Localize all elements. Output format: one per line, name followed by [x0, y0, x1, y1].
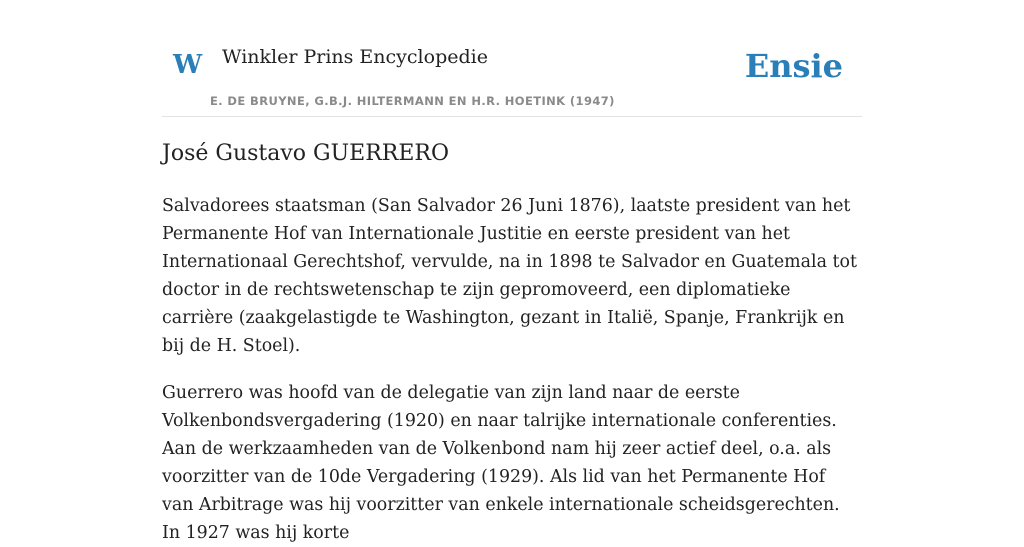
article: [162, 138, 862, 547]
winkler-prins-logo[interactable]: W: [173, 50, 203, 80]
ensie-logo-link[interactable]: Ensie: [744, 47, 843, 85]
article-paragraph: Salvadorees staatsman (San Salvador 26 Juni 1876), laatste president van het Permanente Hof van Internationale Justitie en eerste president van het Internationaal Gerechtshof, vervulde, na in 1898 te Salvador en Guatemala tot doctor in de rechtswetenschap te zijn gepromoveerd, een diplomatieke carrière (zaakgelastigde te Washington, gezant in Italië, Spanje, Frankrijk en bij de H. Stoel).: [162, 196, 857, 356]
article-title: José Gustavo GUERRERO: [162, 141, 449, 166]
authors-credit: E. DE BRUYNE, G.B.J. HILTERMANN EN H.R. HOETINK (1947): [210, 94, 615, 108]
article-paragraph: Guerrero was hoofd van de delegatie van zijn land naar de eerste Volkenbondsvergadering (1920) en naar talrijke internationale conferenties. Aan de werkzaamheden van de Volkenbond nam hij zeer actief deel, o.a. als voorzitter van de 10de Vergadering (1929). Als lid van het Permanente Hof van Arbitrage was hij voorzitter van enkele internationale scheidsgerechten. In 1927 was hij korte: [162, 383, 840, 543]
site-header: [162, 0, 862, 117]
article-body: [162, 192, 862, 547]
site-title[interactable]: Winkler Prins Encyclopedie: [222, 46, 488, 68]
